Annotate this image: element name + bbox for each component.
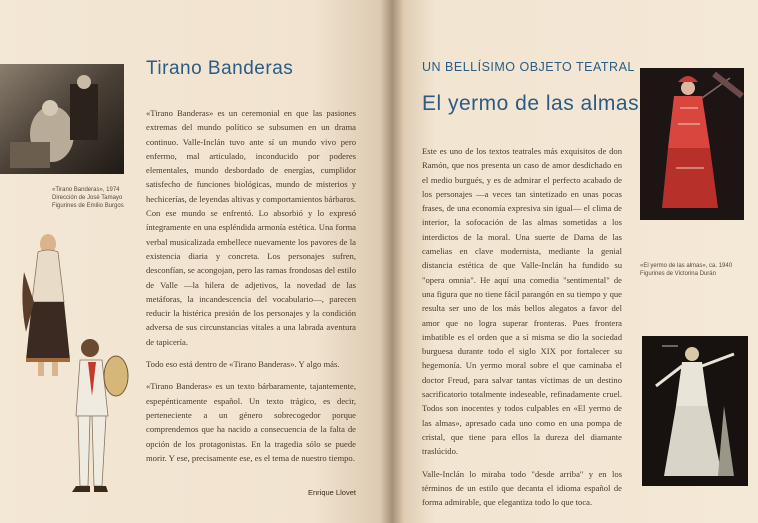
left-paragraph-1: «Tirano Banderas» es un ceremonial en que las pasiones extremas del mundo político se subsumen en un drama continuo. Valle-Inclán tuvo ante sí un mundo vivo pero enfermo, mal articulado, inconducido por poderes elementales, mundo desbordado de energías, cumplidor satisfecho de funciones biológicas, mundo de misterios y hechicerías, de leyendas altivas y comportamientos bárbaros. Con ese mundo se enfrentó. Lo absorbió y lo expresó íntegramente en una espléndida armonía estética. Una forma verbal musicalizada embellece nuevamente los pavores de la existencia diaria y concreta. Los personajes sufren, desconfían, se acongojan, pero las ramas frondosas del estilo de Valle —la hilera de adjetivos, la novedad de las metáforas, la incandescencia del vocabulario—, parecen reducir la histérica presión de los personajes y la condición adversa de sus circunstancias vitales a una labrada aventura de tapicería. [146,108,356,347]
right-paragraph-2: Valle-Inclán lo miraba todo "desde arriba" y en los términos de un estilo que decanta el idioma español de forma admirable, que elegantiza todo lo que toca. [422,468,622,508]
title-el-yermo: El yermo de las almas [422,92,640,115]
costume-drawing-red [640,68,744,220]
section-kicker: UN BELLÍSIMO OBJETO TEATRAL [422,60,635,74]
photo-caption: «Tirano Banderas», 1974 Dirección de José Tamayo Figurines de Emilio Burgos [52,187,124,209]
right-paragraph-1: Este es uno de los textos teatrales más exquisitos de don Ramón, que nos presenta un caso de amor desdichado en el medio burgués, y es de admirar el perfecto acabado de los personajes —a veces tan sintetizado en unas pocas frases, de una economía expresiva sin igual— el clima de interior, la sofocación de las almas sometidas a los interdictos de la moral. Una suerte de Dama de las camelias en clave modernista, mediante la genial distancia estética de que Valle-Inclán ha fundido su "opera omnia". He aquí una comedia "sentimental" de una figura que no tiene fácil parangón en su tiempo y que resulta ser uno de los más bellos alegatos a favor del amor que no logra superar fronteras. Pues frontera imbatible es el orden que a sí misma se dio la sociedad burguesa durante todo el siglo XIX por fortalecer su hegemonía. Un yermo moral sobre el que caminaba el doctor Freud, para salvar tantas víctimas de un destino sacrificatorio totalmente indeseable, refinadamente cruel. Todos son inocentes y todos culpables en «El yermo de las almas», apresado cada uno como en una pompa de cristal, que tiene para ellos la dureza del diamante traslúcido. [422,146,622,457]
left-body-text [146,106,356,473]
costume-figure-man [62,336,132,501]
right-body-text [422,144,622,517]
costume-drawing-white [642,336,748,486]
stage-photo [0,64,124,174]
title-tirano-banderas: Tirano Banderas [146,58,294,79]
book-gutter [380,0,404,523]
left-paragraph-2: Todo eso está dentro de «Tirano Banderas». Y algo más. [146,359,340,370]
left-paragraph-3: «Tirano Banderas» es un texto bárbaramente, tajantemente, espepénticamente español. Un texto trágico, es decir, perteneciente a un género sobrecogedor porque comprendemos que ha nacido a consecuencia de la falta de opción de los protagonistas. En la tragedia sólo se puede morir. Y ese, precisamente ese, es el tema de nuestro tiempo. [146,381,356,463]
drawing-caption: «El yermo de las almas», ca. 1940 Figurines de Victorina Durán [640,263,733,277]
author-signature: Enrique Llovet [308,488,356,497]
